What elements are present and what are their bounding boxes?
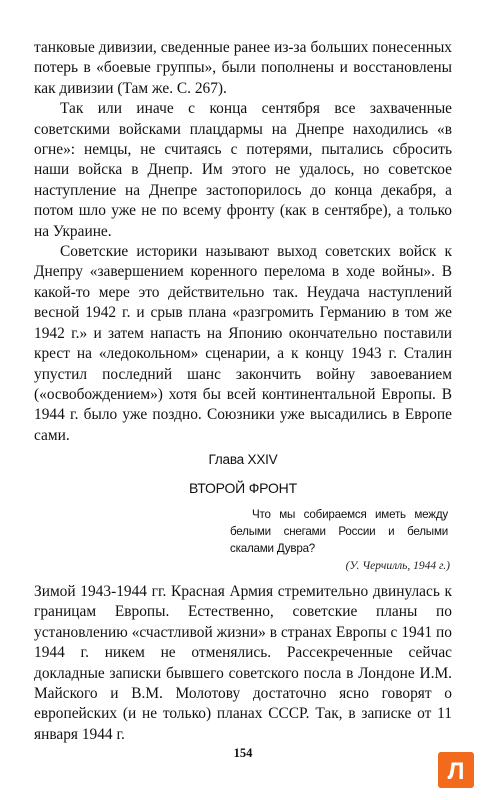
- paragraph: Зимой 1943-1944 гг. Красная Армия стремительно двинулась к границам Европы. Естественно, советские планы по установлению «счастливой жизни» в странах Европы с 1941 по 1944 г. никем не отменялись. Рассекреченные сейчас докладные записки бывшего советского посла в Лондоне И.М. Майского и В.М. Молотову достаточно ясно говорят о европейских (и не только) планах СССР. Так, в записке от 11 января 1944 г.: [34, 583, 452, 743]
- paragraph: Советские историки называют выход советских войск к Днепру «завершением коренного перелома в ходе войны». В какой-то мере это действительно так. Неудача наступлений весной 1942 г. и срыв плана «разгромить Германию в том же 1942 г.» и затем напасть на Японию окончательно поставили крест на «ледокольном» сценарии, а к концу 1943 г. Сталин упустил последний шанс закончить войну завоеванием («освобождением») хотя бы всей континентальной Европы. В 1944 г. было уже поздно. Союзники уже высадились в Европе сами.: [34, 243, 452, 444]
- bottom-text-block: [34, 582, 452, 745]
- paragraph: Так или иначе с конца сентября все захваченные советскими войсками плацдармы на Днепре находились «в огне»: немцы, не считаясь с потерями, пытались сбросить наши войска в Днепр. Им этого не удалось, но советское наступление на Днепре застопорилось до конца декабря, а потом шло уже не по всему фронту (как в сентябре), а только на Украине.: [34, 100, 452, 240]
- chapter-title: ВТОРОЙ ФРОНТ: [189, 480, 297, 496]
- bookstore-logo-icon: [438, 752, 474, 788]
- top-text-block: [34, 38, 452, 446]
- epigraph-text: Что мы собираемся иметь между белыми снегами России и белыми скалами Дувра?: [230, 508, 448, 555]
- epigraph-attribution: (У. Черчилль, 1944 г.): [345, 560, 450, 572]
- chapter-label: Глава XXIV: [208, 452, 278, 467]
- page-number: 154: [233, 746, 253, 760]
- logo-letter: Л: [447, 758, 465, 785]
- paragraph: танковые дивизии, сведенные ранее из-за больших понесенных потерь в «боевые группы», были пополнены и восстановлены как дивизии (Там же. С. 267).: [34, 39, 452, 97]
